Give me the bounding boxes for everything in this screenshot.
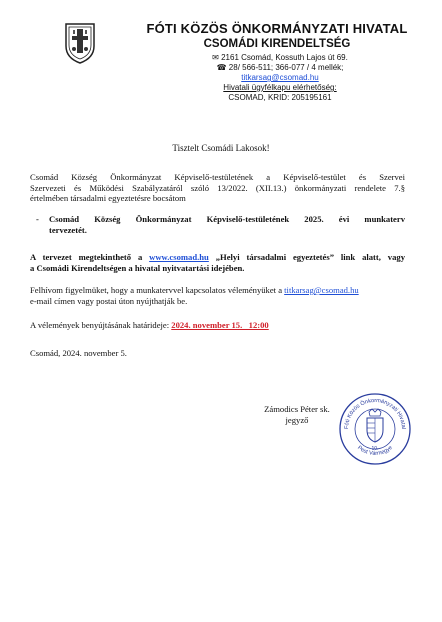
- comment-paragraph: [30, 285, 405, 306]
- deadline-label: A vélemények benyújtásának határideje:: [30, 320, 172, 330]
- stamp-number: 10.: [371, 446, 379, 452]
- view-line-1: [30, 252, 405, 263]
- intro-line: Szervezeti és Működési Szabályzatáról szóló 13/2022. (XII.13.) önkormányzati rendelete 7.§: [30, 182, 405, 193]
- deadline-line: [30, 320, 405, 331]
- stamp-bottom-text: Pest Vármegye: [356, 444, 394, 457]
- comment-line-1: [30, 285, 405, 296]
- website-link[interactable]: www.csomad.hu: [149, 252, 209, 262]
- signatory-name: Zámodics Péter sk.: [264, 404, 330, 414]
- view-paragraph: [30, 252, 405, 273]
- stamp-top-text: Fóti Közös Önkormányzati Hivatal: [343, 397, 407, 430]
- office-subtitle: CSOMÁDI KIRENDELTSÉG: [203, 38, 351, 50]
- bullet-line: tervezetét.: [49, 224, 87, 235]
- bullet-item: [49, 214, 405, 235]
- portal-line: Hivatali ügyfélkapu elérhetőség:: [223, 83, 337, 92]
- krid-line: CSOMAD, KRID: 205195161: [228, 93, 332, 102]
- comment-email-link[interactable]: titkarsag@csomad.hu: [284, 285, 359, 295]
- phone-line: [130, 63, 430, 73]
- comment-pre-text: Felhívom figyelmüket, hogy a munkatervvel kapcsolatos véleményüket a: [30, 285, 285, 295]
- greeting: Tisztelt Csomádi Lakosok!: [172, 143, 270, 153]
- comment-line-2: e-mail címen vagy postai úton nyújthatják be.: [30, 295, 188, 306]
- email-line: [130, 73, 430, 83]
- office-title: FÓTI KÖZÖS ÖNKORMÁNYZATI HIVATAL: [146, 21, 408, 36]
- address-line: [130, 53, 430, 63]
- phone-icon: ☎: [216, 63, 227, 72]
- date-line: Csomád, 2024. november 5.: [30, 348, 127, 358]
- view-line-2: a Csomádi Kirendeltségen a hivatal nyitvatartási idejében.: [30, 262, 245, 273]
- header-email-link[interactable]: titkarsag@csomad.hu: [241, 73, 319, 82]
- mail-icon: ✉: [212, 53, 219, 62]
- phone-text: 28/ 566-511; 366-077 / 4 mellék;: [228, 63, 344, 72]
- signatory-role: jegyző: [285, 415, 309, 425]
- official-stamp-icon: [338, 392, 412, 466]
- municipal-crest-icon: [64, 22, 96, 64]
- intro-paragraph: [30, 172, 405, 204]
- bullet-marker: -: [36, 214, 39, 224]
- intro-line: értelmében társadalmi egyeztetésre bocsátom: [30, 193, 186, 204]
- view-post-text: „Helyi társadalmi egyeztetés” link alatt, vagy: [208, 252, 405, 262]
- intro-line: Csomád Község Önkormányzat Képviselő-testületének a Képviselő-testület és Szervei: [30, 172, 405, 182]
- bullet-line: Csomád Község Önkormányzat Képviselő-testületének 2025. évi munkaterv: [49, 214, 405, 224]
- deadline-value: 2024. november 15. 12:00: [171, 320, 269, 330]
- address-text: 2161 Csomád, Kossuth Lajos út 69.: [221, 53, 348, 62]
- view-pre-text: A tervezet megtekinthető a: [30, 252, 150, 262]
